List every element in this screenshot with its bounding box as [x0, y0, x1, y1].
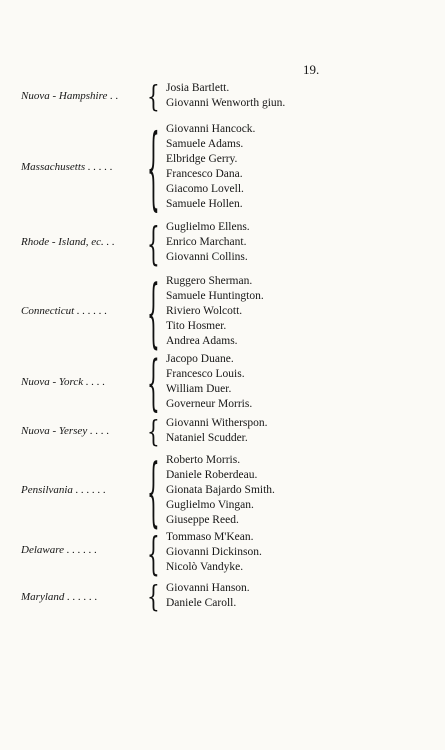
- curly-brace-icon: {: [147, 445, 160, 536]
- state-name: Nuova - Hampshire . .: [21, 90, 119, 102]
- delegate-name: William Duer.: [166, 383, 232, 395]
- delegate-name: Nataniel Scudder.: [166, 432, 248, 444]
- delegate-names: [166, 352, 252, 412]
- delegate-name: Samuele Adams.: [166, 138, 244, 150]
- delegate-name: Samuele Huntington.: [166, 290, 264, 302]
- state-name: Massachusetts . . . . .: [21, 161, 113, 173]
- state-name: Rhode - Island, ec. . .: [21, 236, 115, 248]
- delegate-name: Tito Hosmer.: [166, 320, 227, 332]
- delegate-name: Samuele Hollen.: [166, 198, 243, 210]
- delegate-name: Tommaso M'Kean.: [166, 531, 254, 543]
- delegate-names: [166, 453, 275, 528]
- delegate-name: Gionata Bajardo Smith.: [166, 484, 275, 496]
- delegate-names: [166, 122, 255, 212]
- delegate-name: Daniele Caroll.: [166, 597, 237, 609]
- delegate-name: Daniele Roberdeau.: [166, 469, 258, 481]
- delegate-name: Guglielmo Vingan.: [166, 499, 254, 511]
- delegate-name: Giovanni Wenworth giun.: [166, 97, 286, 109]
- delegate-names: [166, 81, 285, 111]
- state-name: Pensilvania . . . . . .: [21, 484, 106, 496]
- curly-brace-icon: {: [147, 413, 160, 449]
- curly-brace-icon: {: [147, 525, 160, 580]
- page-number: 19.: [303, 62, 320, 77]
- delegate-names: [166, 530, 262, 575]
- delegate-names: [166, 220, 250, 265]
- delegate-name: Riviero Wolcott.: [166, 305, 243, 317]
- state-name: Nuova - Yorck . . . .: [21, 376, 106, 388]
- delegate-name: Francesco Dana.: [166, 168, 243, 180]
- delegate-name: Giovanni Dickinson.: [166, 546, 262, 558]
- delegate-name: Elbridge Gerry.: [166, 153, 238, 165]
- delegate-name: Jacopo Duane.: [166, 353, 234, 365]
- delegate-name: Nicolò Vandyke.: [166, 561, 244, 573]
- delegate-name: Giovanni Hancock.: [166, 123, 256, 135]
- delegate-names: [166, 581, 250, 611]
- delegate-name: Ruggero Sherman.: [166, 275, 253, 287]
- state-name: Connecticut . . . . . .: [21, 305, 108, 317]
- curly-brace-icon: {: [147, 113, 160, 221]
- state-name: Nuova - Yersey . . . .: [21, 425, 110, 437]
- delegate-name: Enrico Marchant.: [166, 236, 247, 248]
- delegate-names: [166, 416, 268, 446]
- delegate-name: Giovanni Hanson.: [166, 582, 250, 594]
- delegate-name: Giovanni Witherspon.: [166, 417, 268, 429]
- delegate-names: [166, 274, 264, 349]
- delegate-name: Giuseppe Reed.: [166, 514, 239, 526]
- curly-brace-icon: {: [147, 578, 160, 614]
- delegate-name: Guglielmo Ellens.: [166, 221, 250, 233]
- delegate-name: Josia Bartlett.: [166, 82, 230, 94]
- delegate-name: Giacomo Lovell.: [166, 183, 244, 195]
- curly-brace-icon: {: [147, 215, 160, 270]
- curly-brace-icon: {: [147, 78, 160, 114]
- curly-brace-icon: {: [147, 266, 160, 357]
- curly-brace-icon: {: [147, 346, 160, 418]
- state-name: Maryland . . . . . .: [21, 591, 98, 603]
- delegate-name: Governeur Morris.: [166, 398, 253, 410]
- delegate-name: Francesco Louis.: [166, 368, 245, 380]
- delegate-name: Andrea Adams.: [166, 335, 238, 347]
- state-name: Delaware . . . . . .: [21, 544, 97, 556]
- delegate-name: Roberto Morris.: [166, 454, 241, 466]
- delegate-name: Giovanni Collins.: [166, 251, 248, 263]
